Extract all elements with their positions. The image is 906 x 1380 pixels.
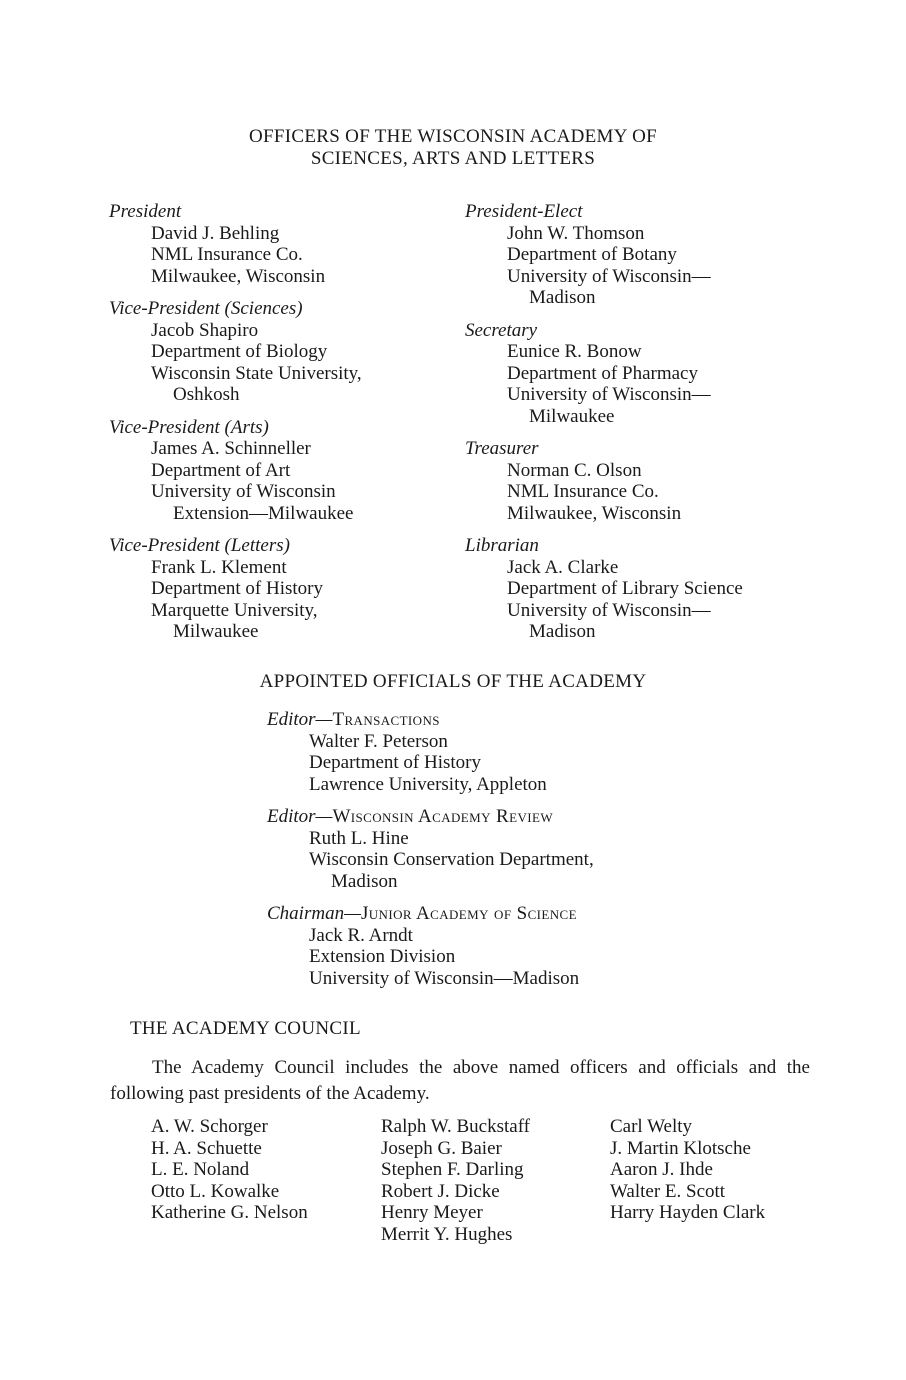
past-president: Merrit Y. Hughes [381, 1223, 513, 1245]
officer-role: President [109, 201, 182, 222]
past-president: Aaron J. Ihde [610, 1159, 713, 1180]
officer-line: Wisconsin State University, [151, 362, 362, 384]
council-heading: THE ACADEMY COUNCIL [130, 1018, 361, 1039]
officer-line: Milwaukee, Wisconsin [151, 265, 326, 287]
officer-line: Milwaukee, Wisconsin [507, 502, 682, 524]
appointed-role-line [267, 709, 727, 731]
appointed-line: Jack R. Arndt [309, 924, 413, 946]
past-president: Katherine G. Nelson [151, 1202, 308, 1223]
appointed-role: Chairman— [267, 903, 361, 924]
officer-role: Librarian [465, 535, 539, 556]
past-president: H. A. Schuette [151, 1137, 262, 1159]
appointed-title: Junior Academy of Science [360, 903, 577, 924]
past-president: Joseph G. Baier [381, 1137, 502, 1159]
officer-line-continued: Madison [529, 287, 596, 308]
officer-line: University of Wisconsin [151, 481, 336, 502]
officer-line: Department of Pharmacy [507, 362, 698, 384]
officer-librarian [465, 535, 805, 643]
appointed-title: Transactions [332, 709, 440, 730]
appointed-role: Editor— [267, 709, 333, 730]
appointed-heading: APPOINTED OFFICIALS OF THE ACADEMY [259, 671, 647, 692]
officer-role: Vice-President (Letters) [109, 535, 290, 556]
officer-line: NML Insurance Co. [151, 244, 303, 265]
officer-line-continued: Oshkosh [173, 384, 240, 405]
past-president: L. E. Noland [151, 1159, 250, 1180]
appointed-role-line [267, 903, 727, 925]
past-president: Harry Hayden Clark [610, 1202, 766, 1223]
appointed-editor-review [267, 806, 727, 892]
past-president: Henry Meyer [381, 1202, 483, 1223]
appointed-line: Lawrence University, Appleton [309, 773, 547, 795]
officer-role: President-Elect [465, 201, 583, 222]
officer-role: Vice-President (Sciences) [109, 298, 303, 319]
past-president: Ralph W. Buckstaff [381, 1116, 531, 1137]
officer-role: Treasurer [465, 438, 539, 459]
officer-vp-sciences [109, 298, 449, 406]
appointed-role: Editor— [267, 806, 333, 827]
appointed-line: Wisconsin Conservation Department, [309, 849, 594, 870]
officer-line: James A. Schinneller [151, 438, 311, 459]
officer-line: Department of Library Science [507, 578, 743, 599]
officer-president-elect [465, 201, 805, 309]
past-presidents-column-1 [151, 1116, 308, 1224]
officer-line-continued: Madison [529, 621, 596, 642]
officer-secretary [465, 320, 805, 428]
past-president: Carl Welty [610, 1116, 693, 1137]
appointed-line: Ruth L. Hine [309, 827, 409, 849]
officer-line-continued: Milwaukee [529, 405, 615, 427]
past-president: Otto L. Kowalke [151, 1180, 280, 1202]
officers-right-column [465, 201, 805, 654]
officer-line: Department of Biology [151, 341, 328, 362]
officer-line: Frank L. Klement [151, 556, 287, 578]
officer-line: Norman C. Olson [507, 459, 642, 481]
officer-line: NML Insurance Co. [507, 481, 659, 502]
past-presidents-column-3 [610, 1116, 765, 1224]
appointed-line: Department of History [309, 752, 482, 773]
officer-line: Jack A. Clarke [507, 556, 619, 578]
appointed-officials [267, 709, 727, 1000]
appointed-line-continued: Madison [331, 870, 398, 892]
officer-vp-letters [109, 535, 449, 643]
past-president: Walter E. Scott [610, 1180, 726, 1202]
officer-line: University of Wisconsin— [507, 265, 711, 287]
officer-vp-arts [109, 417, 449, 525]
appointed-line: Extension Division [309, 946, 456, 967]
officer-line: Jacob Shapiro [151, 319, 259, 341]
officer-role: Vice-President (Arts) [109, 416, 269, 438]
appointed-line: Walter F. Peterson [309, 730, 448, 752]
appointed-chairman-junior-academy [267, 903, 727, 989]
page-title-line-1: OFFICERS OF THE WISCONSIN ACADEMY OF [249, 126, 657, 147]
past-president: A. W. Schorger [151, 1116, 268, 1137]
past-president: J. Martin Klotsche [610, 1137, 751, 1159]
officer-line: University of Wisconsin— [507, 599, 711, 621]
page-title-line-2: SCIENCES, ARTS AND LETTERS [310, 147, 596, 169]
officer-line: Department of Botany [507, 244, 677, 265]
officer-line: John W. Thomson [507, 222, 645, 244]
appointed-editor-transactions [267, 709, 727, 795]
officer-line: Department of History [151, 578, 324, 599]
officer-role: Secretary [465, 319, 538, 341]
council-paragraph [110, 1055, 810, 1107]
officer-line-continued: Milwaukee [173, 621, 259, 642]
past-president: Stephen F. Darling [381, 1159, 524, 1180]
officers-left-column [109, 201, 449, 654]
officer-treasurer [465, 438, 805, 524]
past-presidents-column-2 [381, 1116, 530, 1245]
appointed-line: University of Wisconsin—Madison [309, 967, 580, 989]
officer-line: Department of Art [151, 459, 291, 481]
appointed-role-line [267, 806, 727, 828]
officer-line: University of Wisconsin— [507, 384, 711, 405]
officer-line: David J. Behling [151, 222, 280, 244]
officer-president [109, 201, 449, 287]
officer-line-continued: Extension—Milwaukee [173, 502, 354, 524]
past-president: Robert J. Dicke [381, 1180, 500, 1202]
officer-line: Eunice R. Bonow [507, 341, 642, 362]
officer-line: Marquette University, [151, 599, 318, 621]
appointed-title: Wisconsin Academy Review [332, 806, 553, 827]
page-title [0, 126, 906, 169]
council-paragraph-text: The Academy Council includes the above named officers and officials and the following past presidents of the Academy. [110, 1057, 810, 1104]
